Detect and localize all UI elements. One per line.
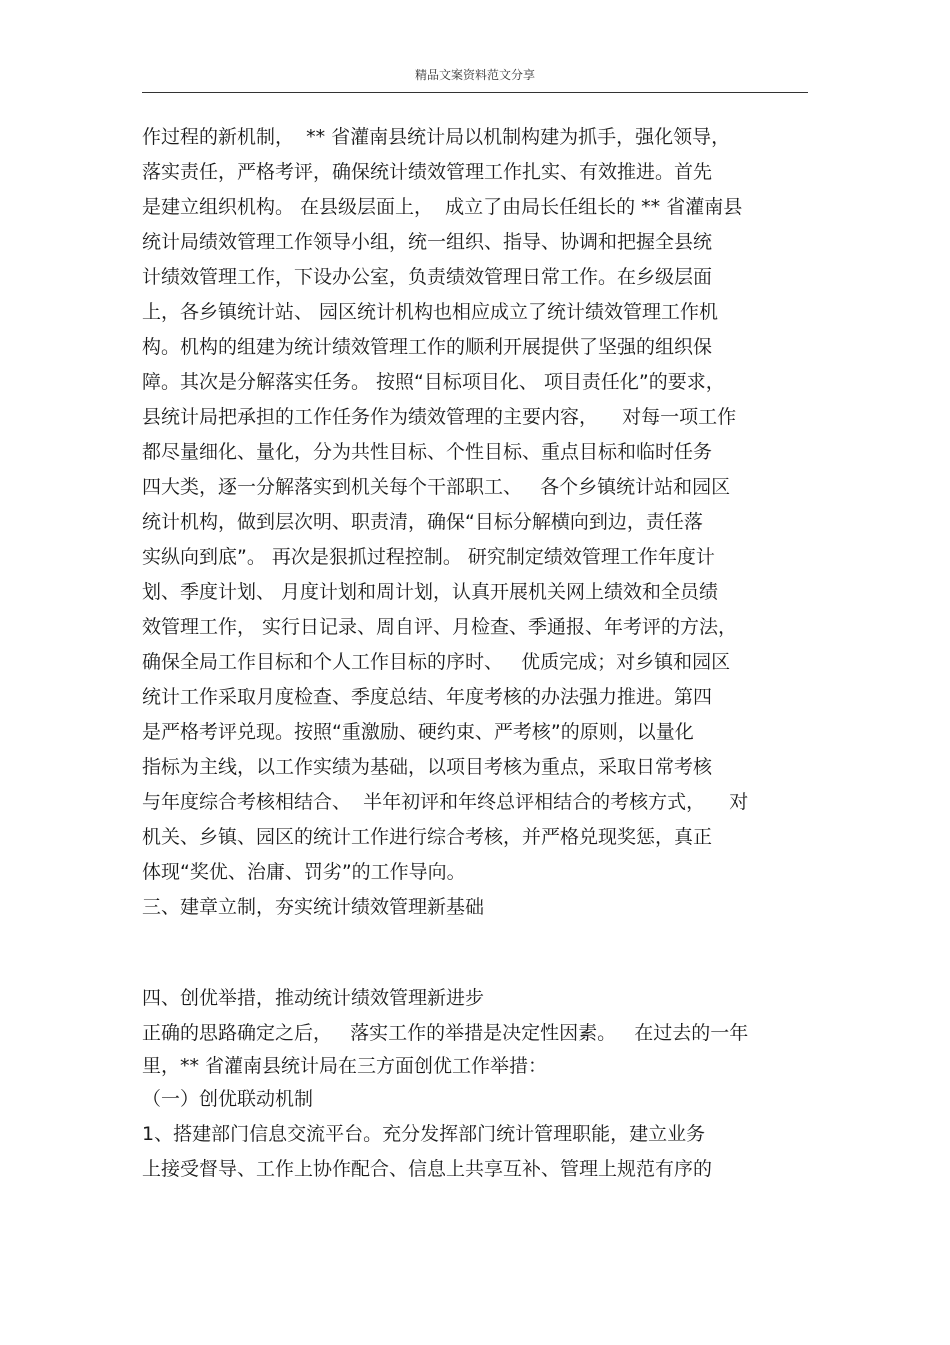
paragraph-line: 构。机构的组建为统计绩效管理工作的顺利开展提供了坚强的组织保 (142, 336, 713, 358)
paragraph-line: 效管理工作， 实行日记录、周自评、月检查、季通报、年考评的方法， (142, 616, 738, 638)
paragraph-line: 机关、乡镇、园区的统计工作进行综合考核，并严格兑现奖惩，真正 (142, 826, 713, 848)
paragraph-line: 是严格考评兑现。按照“重激励、硬约束、严考核”的原则，以量化 (142, 721, 694, 743)
paragraph-line: 障。其次是分解落实任务。 按照“目标项目化、 项目责任化”的要求， (142, 371, 725, 393)
blank-spacer (142, 925, 822, 981)
paragraph-line: 上接受督导、工作上协作配合、信息上共享互补、管理上规范有序的 (142, 1158, 713, 1180)
paragraph-line: 划、季度计划、 月度计划和周计划，认真开展机关网上绩效和全员绩 (142, 581, 719, 603)
paragraph-line: 与年度综合考核相结合、 半年初评和年终总评相结合的考核方式， 对 (142, 791, 749, 813)
section-heading-3: 三、建章立制，夯实统计绩效管理新基础 (142, 896, 485, 918)
header-title: 精品文案资料范文分享 (414, 68, 535, 82)
section-heading-4: 四、创优举措，推动统计绩效管理新进步 (142, 987, 485, 1009)
paragraph-line: 正确的思路确定之后， 落实工作的举措是决定性因素。 在过去的一年 (142, 1022, 749, 1044)
subsection-heading: （一）创优联动机制 (142, 1088, 314, 1110)
paragraph-line: 1、搭建部门信息交流平台。充分发挥部门统计管理职能，建立业务 (142, 1123, 706, 1145)
paragraph-line: 体现“奖优、治庸、罚劣”的工作导向。 (142, 861, 466, 883)
document-body (142, 120, 822, 1187)
paragraph-line: 作过程的新机制， ** 省灌南县统计局以机制构建为抓手，强化领导， (142, 126, 731, 148)
paragraph-line: 上，各乡镇统计站、 园区统计机构也相应成立了统计绩效管理工作机 (142, 301, 719, 323)
paragraph-line: 指标为主线，以工作实绩为基础，以项目考核为重点，采取日常考核 (142, 756, 713, 778)
paragraph-line: 实纵向到底”。 再次是狠抓过程控制。 研究制定绩效管理工作年度计 (142, 546, 715, 568)
paragraph-line: 落实责任，严格考评，确保统计绩效管理工作扎实、有效推进。首先 (142, 161, 713, 183)
paragraph-line: 确保全局工作目标和个人工作目标的序时、 优质完成；对乡镇和园区 (142, 651, 731, 673)
paragraph-line: 统计机构，做到层次明、职责清，确保“目标分解横向到边，责任落 (142, 511, 703, 533)
paragraph-line: 县统计局把承担的工作任务作为绩效管理的主要内容， 对每一项工作 (142, 406, 737, 428)
page-header (142, 62, 808, 93)
paragraph-line: 里，** 省灌南县统计局在三方面创优工作举措： (142, 1055, 548, 1077)
paragraph-line: 四大类，逐一分解落实到机关每个干部职工、 各个乡镇统计站和园区 (142, 476, 731, 498)
paragraph-line: 统计工作采取月度检查、季度总结、年度考核的办法强力推进。第四 (142, 686, 713, 708)
paragraph-line: 都尽量细化、量化，分为共性目标、个性目标、重点目标和临时任务 (142, 441, 713, 463)
paragraph-line: 统计局绩效管理工作领导小组，统一组织、指导、协调和把握全县统 (142, 231, 713, 253)
paragraph-line: 是建立组织机构。 在县级层面上， 成立了由局长任组长的 ** 省灌南县 (142, 196, 743, 218)
paragraph-line: 计绩效管理工作，下设办公室，负责绩效管理日常工作。在乡级层面 (142, 266, 713, 288)
